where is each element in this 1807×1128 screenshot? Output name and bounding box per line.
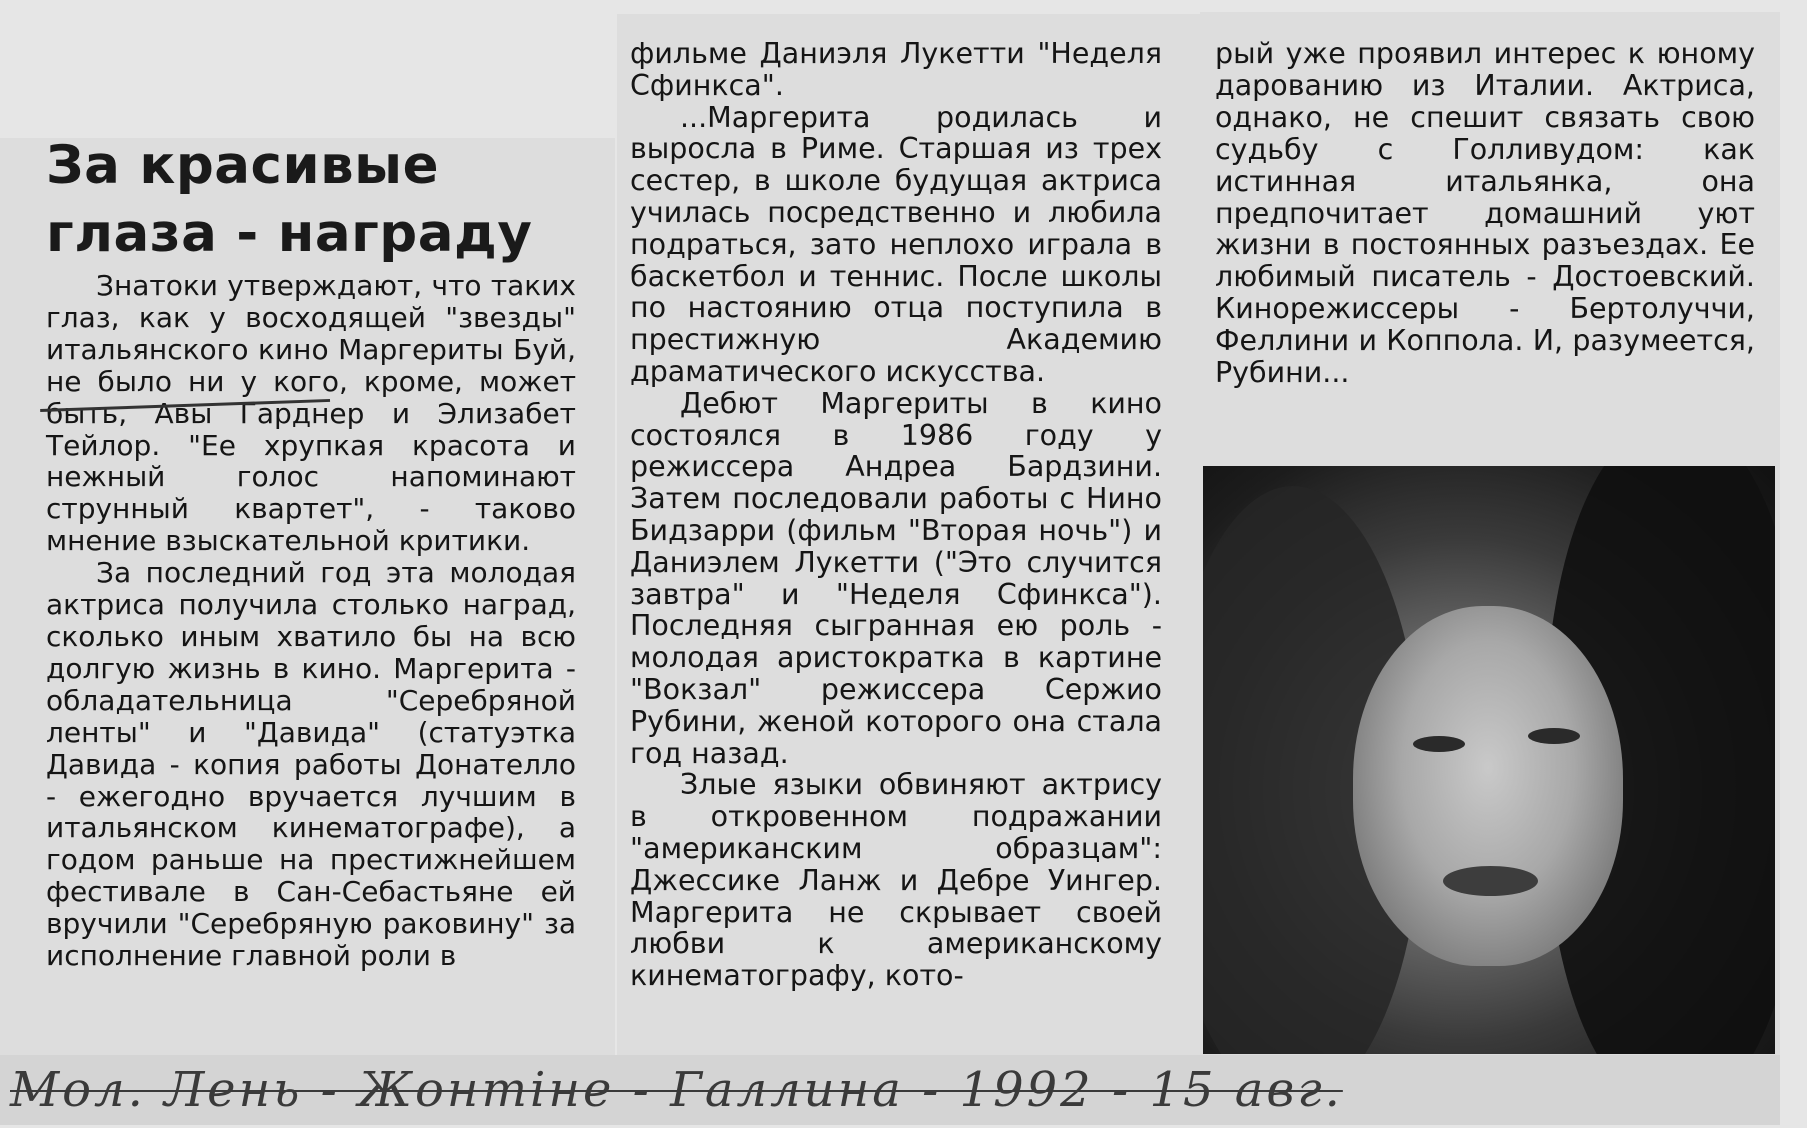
paragraph: Знатоки утверждают, что таких глаз, как у восходящей "звезды" итальянского кино Маргериты Буй, не было ни у кого, кроме, может быть, Авы Гарднер и Элизабет Тейлор. "Ее хрупкая красота и нежный голос напоминают струнный квартет", - таково мнение взыскательной критики. <box>46 269 576 558</box>
photo-eye-left <box>1413 736 1465 752</box>
paragraph: Злые языки обвиняют актрису в откровенном подражании "американским образцам": Джессике Ланж и Дебре Уингер. Маргерита не скрывает своей любви к американскому кинематографу, кото- <box>630 768 1162 993</box>
paragraph: Дебют Маргериты в кино состоялся в 1986 году у режиссера Андреа Бардзини. Затем последовали работы с Нино Бидзарри (фильм "Вторая ночь") и Даниэлем Лукетти ("Это случится завтра" и "Неделя Сфинкса"). Последняя сыгранная ею роль - молодая аристократка в картине "Вокзал" режиссера Сержио Рубини, женой которого она стала год назад. <box>630 386 1162 770</box>
actress-portrait-photo <box>1203 466 1775 1054</box>
paragraph: За последний год эта молодая актриса получила столько наград, сколько иным хватило бы на всю долгую жизнь в кино. Маргерита - обладательница "Серебряной ленты" и "Давида" (статуэтка Давида - копия работы Донателло - ежегодно вручается лучшим в итальянском кинематографе), а годом раньше на престижнейшем фестивале в Сан-Себастьяне ей вручили "Серебряную раковину" за исполнение главной роли в <box>46 556 576 973</box>
photo-face <box>1353 606 1623 966</box>
handwritten-source-note: Мол. Лень - Жонтіне - Галлина - 1992 - 15 авг. <box>10 1062 1343 1118</box>
article-column-right <box>1215 38 1755 389</box>
article-column-middle <box>630 38 1162 992</box>
article-column-left <box>46 270 576 972</box>
article-headline: За красивые глаза - награду <box>46 135 533 264</box>
photo-eye-right <box>1528 728 1580 744</box>
paragraph: рый уже проявил интерес к юному дарованию из Италии. Актриса, однако, не спешит связать свою судьбу с Голливудом: как истинная итальянка, она предпочитает домашний уют жизни в постоянных разъездах. Ее любимый писатель - Достоевский. Кинорежиссеры - Бертолуччи, Феллини и Коппола. И, разумеется, Рубини... <box>1215 37 1755 390</box>
photo-lips <box>1443 866 1538 896</box>
paragraph: ...Маргерита родилась и выросла в Риме. Старшая из трех сестер, в школе будущая актриса училась посредственно и любила подраться, зато неплохо играла в баскетбол и теннис. После школы по настоянию отца поступила в престижную Академию драматического искусства. <box>630 100 1162 388</box>
paragraph: фильме Даниэля Лукетти "Неделя Сфинкса". <box>630 37 1162 102</box>
